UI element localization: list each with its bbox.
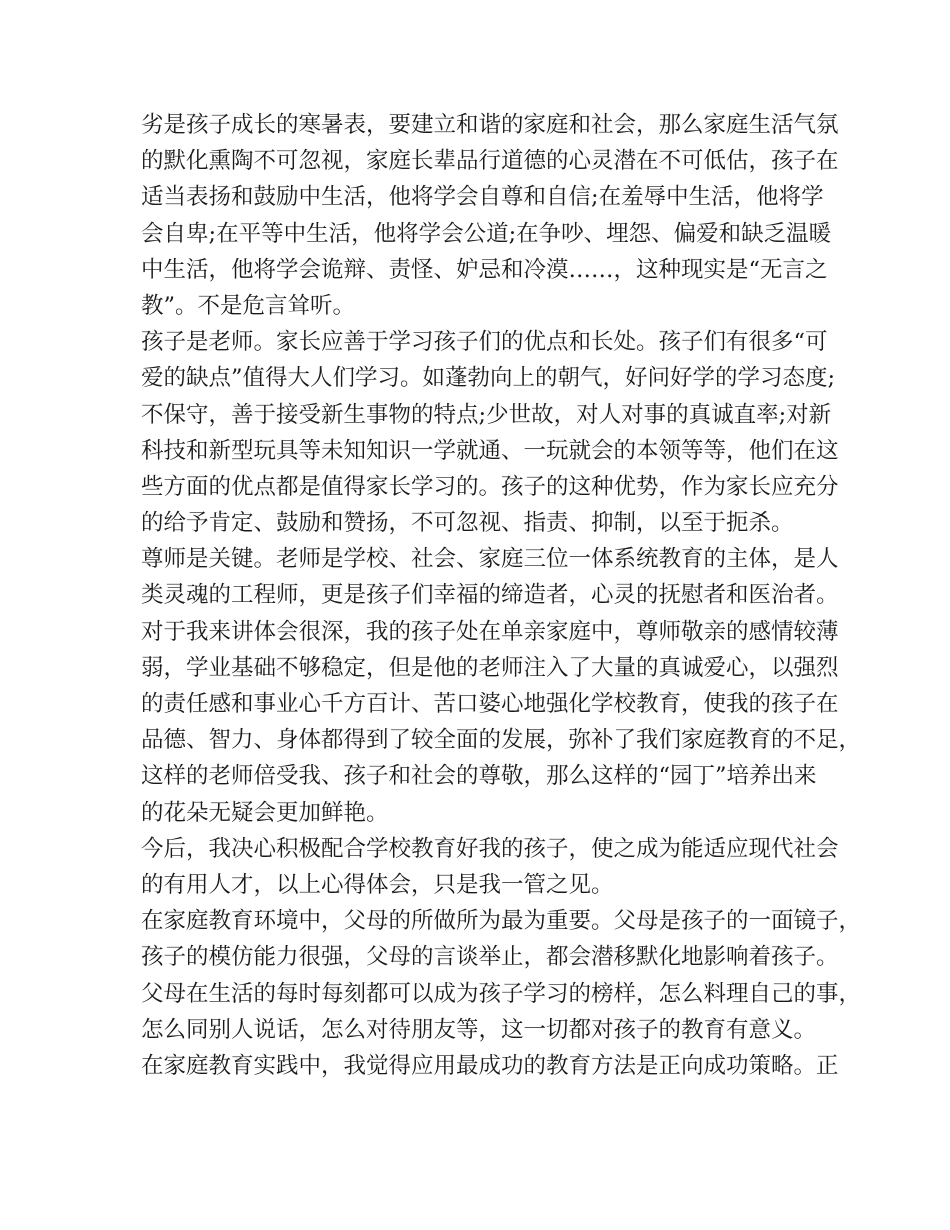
text-line: 的花朵无疑会更加鲜艳。 (141, 799, 389, 826)
text-line: 在家庭教育环境中，父母的所做所为最为重要。父母是孩子的一面镜子， (141, 908, 862, 935)
text-line: 品德、智力、身体都得到了较全面的发展，弥补了我们家庭教育的不足， (141, 727, 862, 754)
text-line: 不保守，善于接受新生事物的特点;少世故，对人对事的真诚直率;对新 (141, 401, 832, 428)
text-line: 些方面的优点都是值得家长学习的。孩子的这种优势，作为家长应充分 (141, 473, 839, 500)
text-line: 这样的老师倍受我、孩子和社会的尊敬，那么这样的“园丁”培养出来 (141, 763, 817, 790)
text-line: 的给予肯定、鼓励和赞扬，不可忽视、指责、抑制，以至于扼杀。 (141, 510, 794, 537)
text-line: 怎么同别人说话，怎么对待朋友等，这一切都对孩子的教育有意义。 (141, 1016, 817, 1043)
text-line: 科技和新型玩具等未知知识一学就通、一玩就会的本领等等，他们在这 (141, 437, 839, 464)
text-line: 劣是孩子成长的寒暑表，要建立和谐的家庭和社会，那么家庭生活气氛 (141, 112, 839, 138)
text-line: 中生活，他将学会诡辩、责怪、妒忌和冷漠……，这种现实是“无言之 (141, 256, 828, 283)
text-line: 尊师是关键。老师是学校、社会、家庭三位一体系统教育的主体，是人 (141, 546, 839, 573)
text-line: 的有用人才，以上心得体会，只是我一管之见。 (141, 871, 614, 898)
text-line: 适当表扬和鼓励中生活，他将学会自尊和自信;在羞辱中生活，他将学 (141, 184, 824, 211)
text-line: 在家庭教育实践中，我觉得应用最成功的教育方法是正向成功策略。正 (141, 1052, 839, 1079)
text-line: 孩子的模仿能力很强，父母的言谈举止，都会潜移默化地影响着孩子。 (141, 944, 839, 971)
text-line: 教”。不是危言耸听。 (141, 292, 356, 319)
text-line: 弱，学业基础不够稳定，但是他的老师注入了大量的真诚爱心，以强烈 (141, 654, 839, 681)
text-line: 爱的缺点”值得大人们学习。如蓬勃向上的朝气，好问好学的学习态度; (141, 365, 836, 392)
text-line: 孩子是老师。家长应善于学习孩子们的优点和长处。孩子们有很多“可 (141, 329, 828, 356)
text-line: 会自卑;在平等中生活，他将学会公道;在争吵、埋怨、偏爱和缺乏温暖 (141, 220, 832, 247)
text-line: 的责任感和事业心千方百计、苦口婆心地强化学校教育，使我的孩子在 (141, 691, 839, 717)
text-line: 对于我来讲体会很深，我的孩子处在单亲家庭中，尊师敬亲的感情较薄 (141, 618, 839, 645)
document-body (141, 107, 862, 1084)
text-line: 今后，我决心积极配合学校教育好我的孩子，使之成为能适应现代社会 (141, 835, 839, 862)
text-line: 父母在生活的每时每刻都可以成为孩子学习的榜样，怎么料理自己的事， (141, 980, 862, 1007)
text-line: 的默化熏陶不可忽视，家庭长辈品行道德的心灵潜在不可低估，孩子在 (141, 148, 839, 175)
text-line: 类灵魂的工程师，更是孩子们幸福的缔造者，心灵的抚慰者和医治者。 (141, 582, 839, 609)
